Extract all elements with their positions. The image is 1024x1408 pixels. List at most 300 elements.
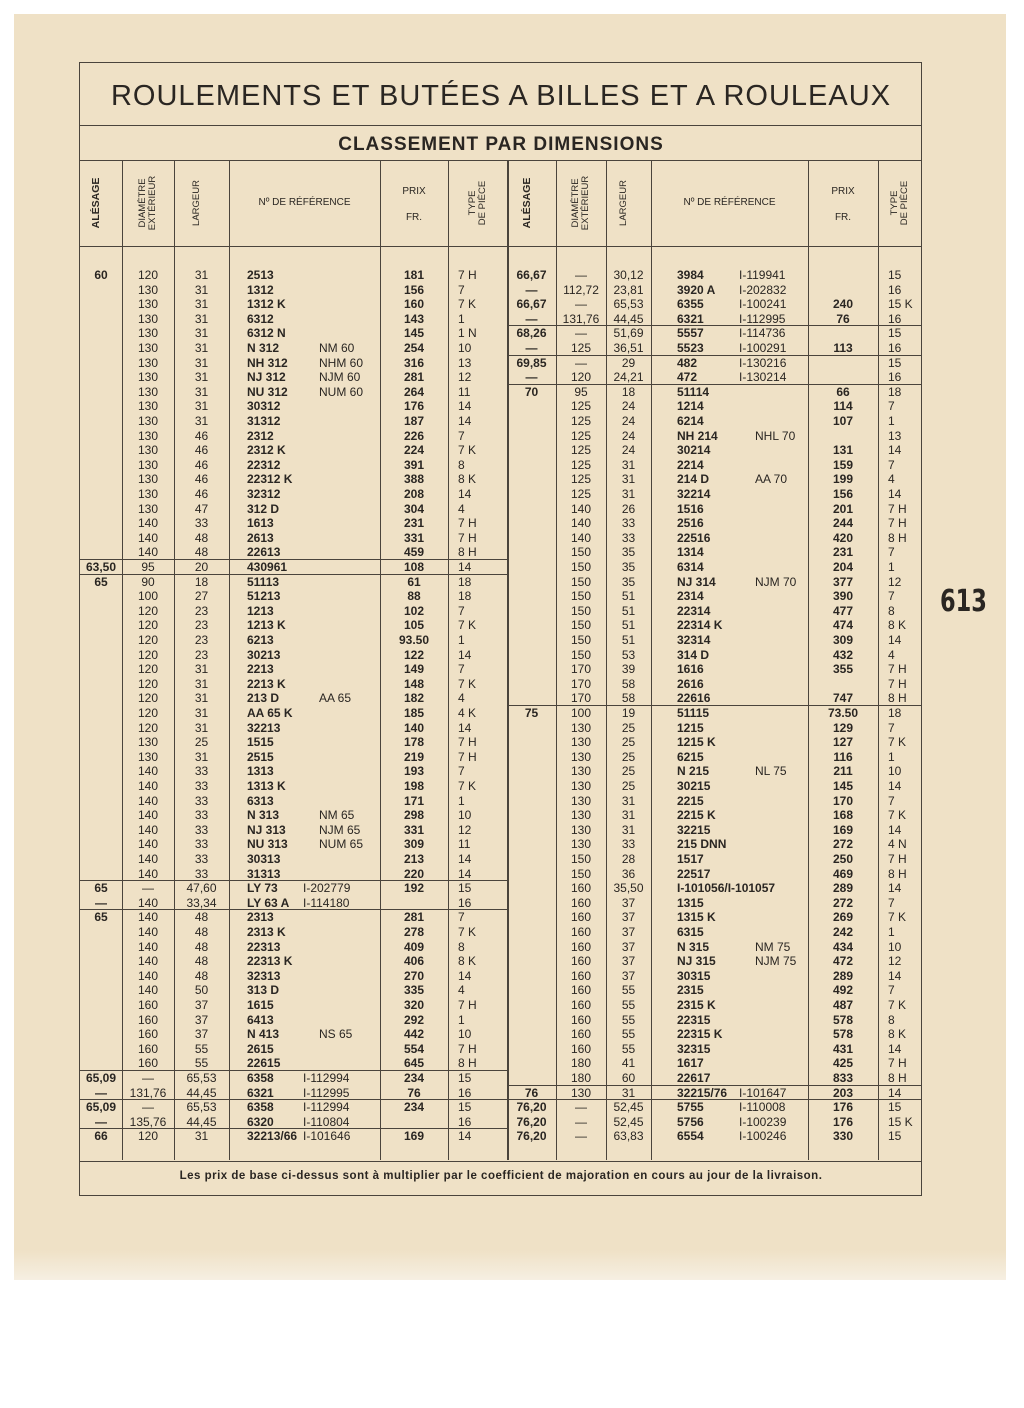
cell-type: 14 — [888, 1041, 902, 1056]
cell-diametre: 140 — [137, 866, 159, 881]
cell-diametre: 160 — [570, 910, 592, 925]
cell-prix: 554 — [403, 1041, 425, 1056]
cell-prix: 281 — [403, 370, 425, 385]
cell-reference: 6314 — [677, 560, 704, 574]
header-prix: PRIX — [831, 186, 855, 197]
cell-prix: 204 — [832, 560, 854, 574]
cell-alesage: 60 — [94, 268, 108, 282]
cell-type: 1 — [888, 925, 895, 939]
cell-alesage: — — [95, 1114, 107, 1129]
cell-type: 12 — [458, 822, 472, 837]
header-rule — [80, 246, 922, 247]
cell-type: 1 N — [458, 326, 477, 341]
cell-reference: 22516 — [677, 530, 711, 545]
cell-prix: 292 — [403, 1012, 425, 1027]
cell-reference: 213 D — [247, 691, 280, 706]
cell-prix: 391 — [403, 457, 425, 472]
cell-largeur: 25 — [621, 764, 636, 779]
cell-type: 7 H — [458, 516, 477, 531]
cell-reference: 22517 — [677, 866, 711, 881]
cell-reference: 3920 A — [677, 282, 716, 297]
cell-alesage: 65,09 — [85, 1100, 117, 1115]
column-rule — [448, 160, 449, 1160]
cell-diametre: 130 — [137, 355, 159, 370]
cell-type: 7 — [888, 399, 895, 414]
cell-largeur: 33 — [194, 852, 209, 866]
cell-largeur: 33 — [194, 822, 209, 837]
header-type-line2: DE PIÈCE — [476, 180, 488, 226]
cell-reference: 22615 — [247, 1056, 281, 1071]
cell-reference: 30313 — [247, 852, 281, 866]
cell-diametre: 150 — [570, 545, 592, 560]
cell-diametre: — — [575, 355, 587, 370]
price-note: Les prix de base ci-dessus sont à multiplier par le coefficient de majoration en cours au jour de la livraison. — [179, 1170, 823, 1182]
cell-largeur: 24 — [621, 399, 636, 414]
cell-type: 18 — [458, 574, 472, 589]
cell-reference: NJ 315 — [677, 954, 716, 969]
cell-prix: 148 — [403, 676, 425, 691]
cell-alt-reference: I-100291 — [739, 341, 787, 355]
cell-diametre: 150 — [570, 589, 592, 604]
cell-type: 15 — [888, 1129, 902, 1144]
cell-reference: 5755 — [677, 1100, 704, 1115]
cell-prix: 390 — [832, 589, 854, 604]
cell-prix: 102 — [403, 603, 425, 618]
cell-prix: 242 — [832, 925, 854, 939]
cell-reference: 22613 — [247, 545, 281, 560]
cell-reference: 2516 — [677, 516, 704, 531]
cell-reference: 31313 — [247, 866, 281, 881]
cell-alt-reference: I-130214 — [739, 370, 787, 385]
cell-diametre: 100 — [570, 706, 592, 720]
cell-prix: 281 — [403, 910, 425, 925]
cell-largeur: 55 — [621, 983, 636, 998]
cell-type: 7 H — [458, 749, 477, 764]
cell-largeur: 27 — [194, 589, 209, 604]
cell-prix: 487 — [832, 998, 854, 1012]
cell-prix: 234 — [403, 1071, 425, 1085]
cell-type: 16 — [888, 282, 902, 297]
cell-largeur: 25 — [194, 735, 209, 750]
cell-reference: 6320 — [247, 1114, 274, 1129]
column-rule — [229, 160, 230, 1160]
cell-alesage: 76 — [524, 1085, 539, 1100]
cell-prix: 145 — [832, 779, 854, 793]
cell-reference: 215 DNN — [677, 837, 727, 852]
cell-largeur: 37 — [194, 998, 209, 1012]
cell-type: 13 — [458, 355, 472, 370]
cell-diametre: 140 — [137, 764, 159, 779]
cell-type: 8 — [888, 603, 895, 618]
cell-diametre: 130 — [137, 311, 159, 326]
cell-largeur: 33 — [194, 866, 209, 881]
cell-type: 7 K — [888, 998, 907, 1012]
cell-largeur: 31 — [194, 414, 209, 428]
cell-type: 16 — [458, 1085, 472, 1100]
cell-diametre: 95 — [141, 560, 155, 574]
cell-reference: 2213 K — [247, 676, 286, 691]
cell-reference: LY 63 A — [247, 895, 290, 910]
cell-diametre: 130 — [137, 501, 159, 516]
cell-largeur: 23 — [194, 647, 209, 662]
cell-type: 7 K — [458, 618, 477, 633]
cell-reference: 1312 K — [247, 297, 286, 312]
cell-largeur: 37 — [621, 910, 636, 925]
title-rule — [80, 125, 922, 126]
cell-largeur: 29 — [621, 355, 636, 370]
cell-alt-reference: NUM 65 — [319, 837, 364, 852]
cell-reference: 2213 — [247, 662, 274, 677]
cell-largeur: 31 — [194, 720, 209, 735]
cell-reference: AA 65 K — [247, 706, 293, 720]
cell-prix: 431 — [832, 1041, 854, 1056]
cell-reference: 6554 — [677, 1129, 704, 1144]
cell-diametre: 130 — [137, 749, 159, 764]
cell-type: 12 — [458, 370, 472, 385]
cell-largeur: 33 — [194, 808, 209, 823]
cell-reference: 312 D — [247, 501, 280, 516]
cell-prix: 244 — [832, 516, 854, 531]
cell-reference: 6312 N — [247, 326, 286, 341]
cell-reference: 2313 K — [247, 925, 286, 939]
cell-largeur: 31 — [621, 808, 636, 823]
cell-largeur: 55 — [194, 1056, 209, 1071]
cell-alt-reference: NHM 60 — [319, 355, 364, 370]
cell-type: 7 — [888, 793, 895, 808]
cell-largeur: 23 — [194, 603, 209, 618]
cell-largeur: 55 — [621, 1027, 636, 1042]
cell-alesage: — — [525, 370, 538, 385]
cell-reference: 6312 — [247, 311, 274, 326]
cell-largeur: 58 — [621, 691, 636, 706]
cell-reference: 6315 — [677, 925, 704, 939]
cell-type: 1 — [458, 633, 465, 647]
cell-diametre: — — [575, 326, 587, 341]
cell-reference: 472 — [677, 370, 698, 385]
cell-largeur: 53 — [621, 647, 636, 662]
cell-largeur: 48 — [194, 939, 209, 954]
cell-alt-reference: NL 75 — [755, 764, 787, 779]
cell-type: 15 — [888, 355, 902, 370]
cell-reference: 6321 — [677, 311, 704, 326]
cell-reference: 32215 — [677, 822, 711, 837]
cell-type: 7 H — [888, 676, 907, 691]
cell-prix: 199 — [832, 472, 854, 487]
cell-diametre: 130 — [570, 779, 592, 793]
cell-diametre: 150 — [570, 852, 592, 866]
cell-reference: 22313 — [247, 939, 281, 954]
cell-prix: 425 — [832, 1056, 854, 1071]
cell-reference: NJ 314 — [677, 574, 716, 589]
cell-reference: 1312 — [247, 282, 274, 297]
cell-reference: 6355 — [677, 297, 704, 312]
cell-type: 7 H — [458, 268, 477, 282]
cell-type: 14 — [888, 881, 902, 896]
cell-alesage: 76,20 — [516, 1100, 547, 1115]
cell-type: 7 H — [458, 998, 477, 1012]
cell-diametre: 140 — [137, 939, 159, 954]
cell-type: 7 H — [458, 1041, 477, 1056]
cell-diametre: 160 — [570, 939, 592, 954]
cell-prix: 108 — [403, 560, 425, 574]
cell-diametre: 130 — [137, 428, 159, 443]
cell-reference: 2315 — [677, 983, 704, 998]
cell-alesage: — — [95, 1085, 107, 1100]
cell-type: 14 — [888, 443, 902, 458]
cell-largeur: 33 — [194, 779, 209, 793]
cell-diametre: 120 — [570, 370, 592, 385]
cell-alesage: 76,20 — [516, 1114, 547, 1129]
cell-alt-reference: I-100246 — [739, 1129, 787, 1144]
cell-prix: 198 — [403, 779, 425, 793]
cell-reference: 313 D — [247, 983, 280, 998]
cell-largeur: 31 — [194, 662, 209, 677]
cell-largeur: 33 — [194, 764, 209, 779]
cell-largeur: 33 — [621, 516, 636, 531]
cell-alesage: 66,67 — [516, 268, 547, 282]
cell-reference: 1315 K — [677, 910, 716, 925]
cell-prix: 169 — [403, 1129, 425, 1144]
cell-largeur: 31 — [621, 822, 636, 837]
cell-largeur: 48 — [194, 910, 209, 925]
cell-prix: 169 — [832, 822, 854, 837]
cell-prix: 208 — [403, 487, 425, 501]
cell-type: 10 — [458, 1027, 472, 1042]
cell-reference: NH 312 — [247, 355, 288, 370]
cell-largeur: 55 — [621, 1012, 636, 1027]
cell-largeur: 33 — [621, 530, 636, 545]
cell-reference: 22313 K — [247, 954, 293, 969]
cell-reference: 1516 — [677, 501, 704, 516]
cell-type: 4 — [888, 472, 895, 487]
cell-prix: 309 — [832, 633, 854, 647]
cell-diametre: 130 — [137, 735, 159, 750]
cell-prix: 129 — [832, 720, 854, 735]
cell-type: 14 — [888, 968, 902, 983]
cell-largeur: 33,34 — [186, 895, 217, 910]
cell-diametre: 170 — [570, 691, 592, 706]
cell-reference: 5523 — [677, 341, 704, 355]
cell-diametre: 130 — [137, 399, 159, 414]
cell-diametre: 140 — [137, 545, 159, 560]
cell-type: 1 — [458, 311, 465, 326]
cell-alt-reference: I-202779 — [303, 881, 351, 896]
cell-type: 8 — [888, 1012, 895, 1027]
cell-prix: 220 — [403, 866, 425, 881]
cell-type: 8 H — [458, 1056, 477, 1071]
cell-prix: 264 — [403, 384, 425, 399]
cell-prix: 201 — [832, 501, 854, 516]
cell-type: 14 — [888, 822, 902, 837]
cell-diametre: 120 — [137, 691, 159, 706]
cell-type: 12 — [888, 954, 902, 969]
cell-diametre: 140 — [570, 516, 592, 531]
cell-largeur: 37 — [194, 1012, 209, 1027]
cell-largeur: 52,45 — [613, 1100, 644, 1115]
cell-reference: N 215 — [677, 764, 710, 779]
cell-reference: 6321 — [247, 1085, 274, 1100]
cell-prix: 176 — [403, 399, 425, 414]
cell-reference: 30213 — [247, 647, 281, 662]
cell-type: 8 K — [458, 472, 477, 487]
cell-prix: 272 — [832, 837, 854, 852]
cell-reference: 32214 — [677, 487, 711, 501]
cell-prix: 145 — [403, 326, 425, 341]
header-diametre-line1: DIAMÈTRE — [137, 178, 148, 228]
cell-diametre: 112,72 — [563, 282, 599, 297]
cell-prix: 113 — [833, 341, 853, 355]
cell-reference: LY 73 — [247, 881, 278, 896]
cell-prix: 156 — [832, 487, 854, 501]
cell-prix: 211 — [833, 764, 853, 779]
cell-diametre: 120 — [137, 706, 159, 720]
cell-largeur: 25 — [621, 779, 636, 793]
cell-type: 4 — [458, 983, 465, 998]
cell-type: 7 K — [888, 910, 907, 925]
cell-diametre: 120 — [137, 720, 159, 735]
cell-prix: 289 — [832, 881, 854, 896]
cell-type: 14 — [458, 414, 472, 428]
cell-largeur: 31 — [194, 341, 209, 355]
cell-largeur: 24,21 — [613, 370, 644, 385]
cell-alesage: — — [525, 311, 538, 326]
cell-alt-reference: I-112994 — [303, 1100, 350, 1115]
cell-reference: 1213 — [247, 603, 274, 618]
cell-diametre: 120 — [137, 647, 159, 662]
cell-alesage: 66,67 — [516, 297, 547, 312]
cell-type: 15 — [458, 1100, 472, 1115]
cell-largeur: 31 — [194, 384, 209, 399]
cell-largeur: 55 — [194, 1041, 209, 1056]
cell-largeur: 33 — [621, 837, 636, 852]
cell-type: 18 — [888, 706, 902, 720]
cell-diametre: 160 — [137, 1056, 159, 1071]
cell-prix: 270 — [403, 968, 425, 983]
cell-alt-reference: AA 70 — [755, 472, 788, 487]
cell-diametre: 125 — [570, 457, 592, 472]
cell-type: 8 H — [888, 866, 907, 881]
cell-alesage: 70 — [524, 384, 539, 399]
cell-reference: 51114 — [677, 384, 710, 399]
cell-largeur: 31 — [194, 1129, 209, 1144]
cell-largeur: 31 — [194, 311, 209, 326]
cell-prix: 234 — [403, 1100, 425, 1115]
cell-largeur: 31 — [194, 282, 209, 297]
cell-prix: 477 — [832, 603, 854, 618]
cell-largeur: 60 — [621, 1071, 636, 1085]
cell-prix: 131 — [832, 443, 854, 458]
cell-reference: 6313 — [247, 793, 274, 808]
cell-type: 4 — [888, 647, 895, 662]
cell-largeur: 41 — [621, 1056, 636, 1071]
cell-alt-reference: NM 60 — [319, 341, 355, 355]
cell-largeur: 47,60 — [186, 881, 217, 896]
cell-diametre: 130 — [137, 457, 159, 472]
cell-prix: 176 — [832, 1100, 854, 1115]
cell-type: 14 — [458, 852, 472, 866]
cell-alt-reference: I-112995 — [303, 1085, 350, 1100]
cell-diametre: 130 — [137, 282, 159, 297]
cell-diametre: 180 — [570, 1056, 592, 1071]
cell-diametre: 160 — [137, 1012, 159, 1027]
cell-diametre: 120 — [137, 1129, 159, 1144]
cell-reference: 2215 — [677, 793, 704, 808]
cell-type: 1 — [458, 793, 465, 808]
cell-largeur: 51,69 — [613, 326, 644, 341]
cell-type: 18 — [888, 384, 902, 399]
cell-reference: 2312 — [247, 428, 274, 443]
cell-largeur: 24 — [621, 443, 636, 458]
cell-alt-reference: NM 75 — [755, 939, 791, 954]
cell-largeur: 31 — [194, 297, 209, 312]
cell-alesage: — — [525, 341, 538, 355]
cell-reference: 482 — [677, 355, 698, 370]
cell-type: 7 — [458, 282, 465, 297]
cell-reference: 1215 — [677, 720, 704, 735]
header-alesage: ALÉSAGE — [90, 177, 102, 229]
cell-reference: N 313 — [247, 808, 280, 823]
cell-largeur: 37 — [621, 968, 636, 983]
cell-type: 1 — [458, 1012, 465, 1027]
cell-diametre: 140 — [137, 779, 159, 793]
cell-type: 7 H — [888, 516, 907, 531]
cell-reference: NJ 312 — [247, 370, 286, 385]
cell-diametre: 140 — [137, 910, 159, 925]
cell-reference: I-101056/I-101057 — [677, 881, 776, 896]
cell-diametre: 130 — [137, 384, 159, 399]
cell-largeur: 31 — [194, 676, 209, 691]
cell-prix: 178 — [403, 735, 425, 750]
cell-largeur: 24 — [621, 428, 636, 443]
cell-prix: 459 — [403, 545, 425, 560]
cell-prix: 578 — [832, 1012, 854, 1027]
cell-diametre: 130 — [570, 720, 592, 735]
cell-reference: 2313 — [247, 910, 274, 925]
cell-reference: 3984 — [677, 268, 704, 282]
cell-largeur: 46 — [194, 487, 209, 501]
cell-type: 4 K — [458, 706, 477, 720]
cell-type: 7 — [888, 895, 895, 910]
cell-alesage: — — [525, 282, 538, 297]
cell-prix: 88 — [407, 589, 421, 604]
cell-diametre: — — [575, 1100, 587, 1115]
cell-diametre: 125 — [570, 443, 592, 458]
cell-largeur: 23,81 — [613, 282, 644, 297]
cell-alesage: 65 — [94, 881, 108, 896]
cell-alt-reference: NJM 60 — [319, 370, 361, 385]
cell-type: 10 — [458, 341, 472, 355]
cell-reference: 6358 — [247, 1100, 274, 1115]
cell-alt-reference: NJM 75 — [755, 954, 797, 969]
cell-prix: 331 — [403, 822, 425, 837]
cell-reference: 32213/66 — [247, 1129, 298, 1144]
cell-largeur: 30,12 — [613, 268, 644, 282]
cell-diametre: 140 — [137, 983, 159, 998]
cell-largeur: 31 — [194, 268, 209, 282]
cell-type: 16 — [888, 311, 902, 326]
cell-alesage: 63,50 — [85, 560, 117, 574]
cell-largeur: 24 — [621, 414, 636, 428]
cell-type: 18 — [458, 589, 472, 604]
header-diametre-line2: EXTÉRIEUR — [580, 175, 591, 231]
footer-rule — [80, 1161, 922, 1162]
cell-prix: 192 — [403, 881, 425, 896]
cell-alesage: 76,20 — [516, 1129, 547, 1144]
cell-reference: 5756 — [677, 1114, 704, 1129]
cell-prix: 409 — [403, 939, 425, 954]
cell-alt-reference: NUM 60 — [319, 384, 364, 399]
cell-diametre: 170 — [570, 662, 592, 677]
